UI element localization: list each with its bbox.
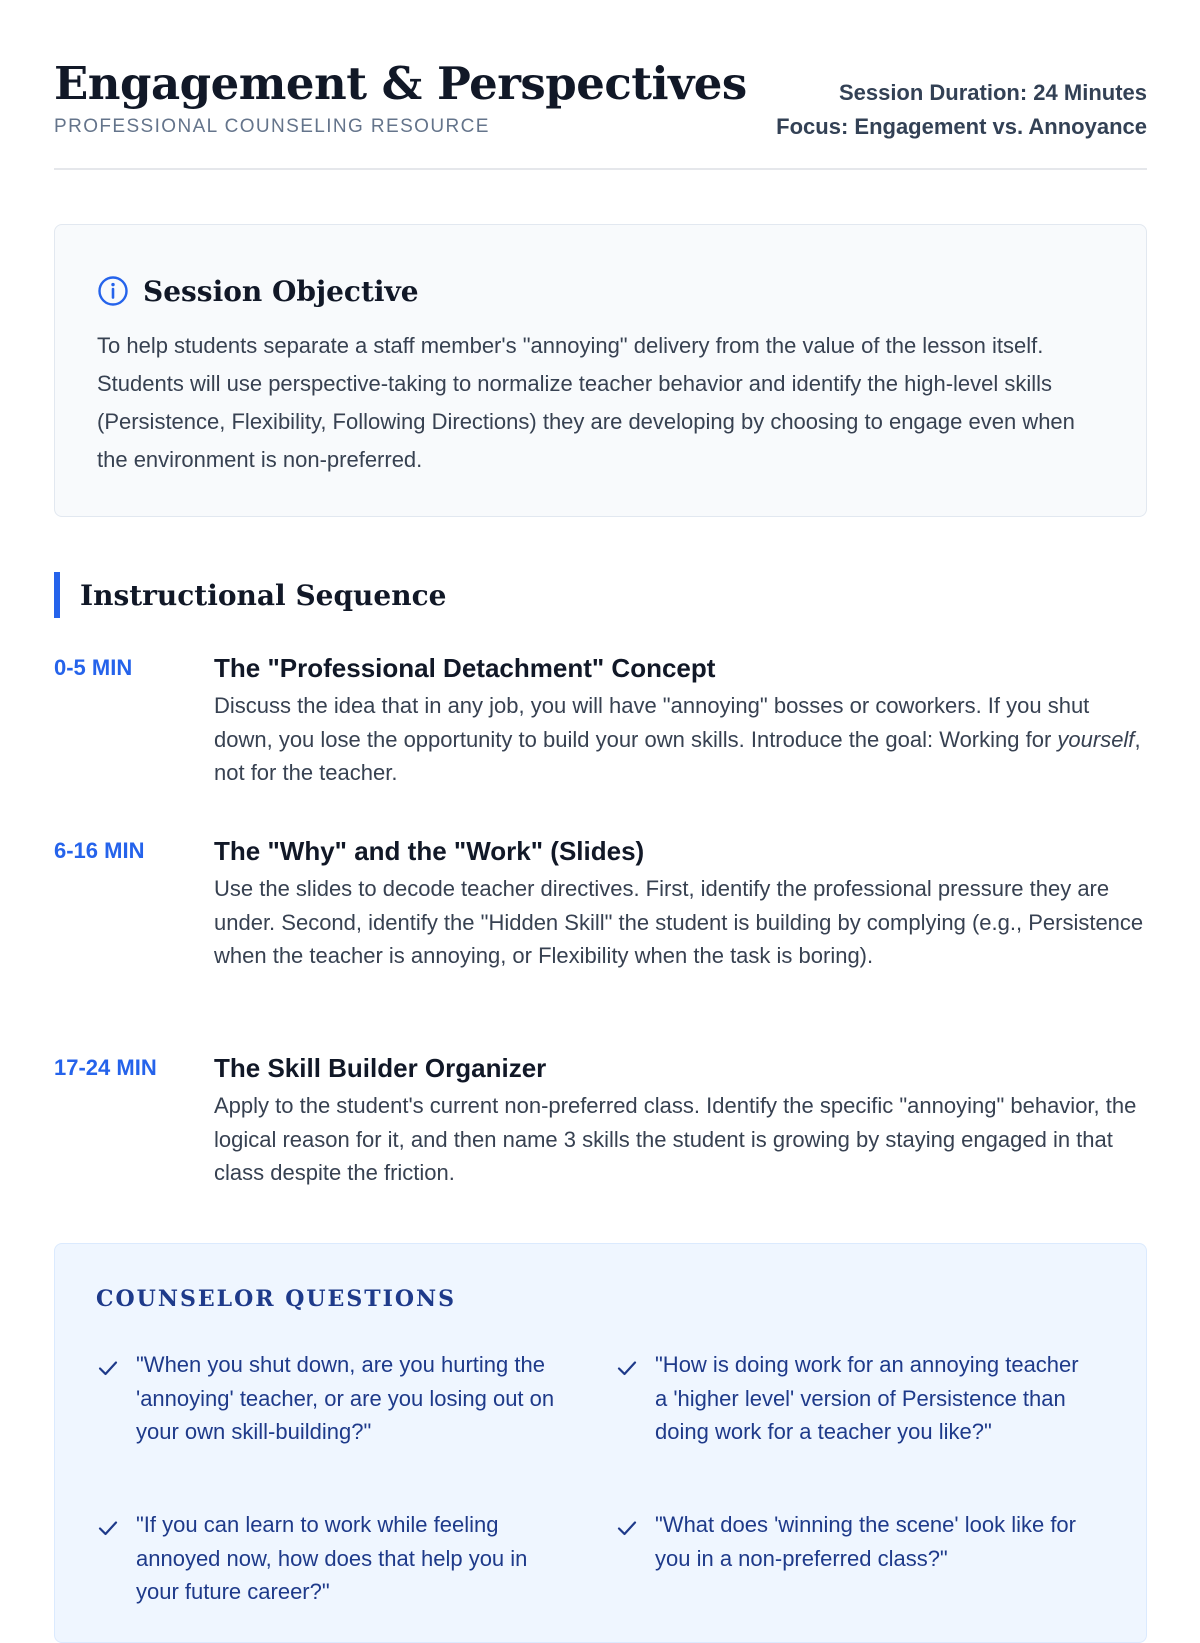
step-description-text: , not for the teacher. xyxy=(214,726,1141,785)
step-content xyxy=(214,1051,1144,1190)
check-icon xyxy=(615,1516,639,1540)
sequence-title: Instructional Sequence xyxy=(80,578,447,612)
step-content xyxy=(214,651,1144,790)
step-title: The Skill Builder Organizer xyxy=(214,1053,547,1083)
step-time: 6-16 MIN xyxy=(54,838,145,863)
session-meta xyxy=(776,76,1147,144)
check-icon xyxy=(96,1516,120,1540)
info-icon xyxy=(97,275,129,307)
step-description xyxy=(214,689,1144,790)
objective-card xyxy=(54,224,1147,517)
page-subtitle: PROFESSIONAL COUNSELING RESOURCE xyxy=(54,116,490,137)
objective-body: To help students separate a staff member's "annoying" delivery from the value of the lesson itself. Students will use perspective-taking to normalize teacher behavior and identify the high-level skills (Persistence, Flexibility, Following Directions) they are developing by choosing to engage even when the environment is non-preferred. xyxy=(97,333,1075,472)
header xyxy=(54,56,1147,170)
question-text: "How is doing work for an annoying teacher a 'higher level' version of Persistence than doing work for a teacher you like?" xyxy=(655,1352,1079,1444)
sequence-heading xyxy=(54,572,446,618)
step-description: Use the slides to decode teacher directives. First, identify the professional pressure they are under. Second, identify the "Hidden Skill" the student is building by complying (e.g., Persistence when the teacher is annoying, or Flexibility when the task is boring). xyxy=(214,876,1144,968)
step-description-emphasis: yourself xyxy=(1057,726,1135,752)
step-content xyxy=(214,834,1144,973)
questions-title: COUNSELOR QUESTIONS xyxy=(96,1286,457,1312)
session-focus: Focus: Engagement vs. Annoyance xyxy=(776,114,1147,139)
question-text: "When you shut down, are you hurting the 'annoying' teacher, or are you losing out on your own skill-building?" xyxy=(136,1352,555,1444)
step-title: The "Professional Detachment" Concept xyxy=(214,653,716,683)
step-title: The "Why" and the "Work" (Slides) xyxy=(214,836,645,866)
page-title: Engagement & Perspectives xyxy=(54,57,747,110)
step-time: 0-5 MIN xyxy=(54,655,133,680)
objective-heading xyxy=(97,273,419,309)
question-text: "If you can learn to work while feeling annoyed now, how does that help you in your future career?" xyxy=(136,1512,528,1604)
step-description: Apply to the student's current non-preferred class. Identify the specific "annoying" behavior, the logical reason for it, and then name 3 skills the student is growing by staying engaged in that class despite the friction. xyxy=(214,1093,1137,1185)
question-text: "What does 'winning the scene' look like for you in a non-preferred class?" xyxy=(655,1512,1076,1571)
counselor-questions-box xyxy=(54,1243,1147,1643)
step-description-text: Discuss the idea that in any job, you will have "annoying" bosses or coworkers. If you shut down, you lose the opportunity to build your own skills. Introduce the goal: Working for xyxy=(214,693,1090,752)
objective-title: Session Objective xyxy=(143,274,419,308)
session-duration: Session Duration: 24 Minutes xyxy=(838,80,1147,105)
check-icon xyxy=(615,1356,639,1380)
step-time: 17-24 MIN xyxy=(54,1055,157,1080)
check-icon xyxy=(96,1356,120,1380)
section-accent-bar xyxy=(54,572,60,618)
